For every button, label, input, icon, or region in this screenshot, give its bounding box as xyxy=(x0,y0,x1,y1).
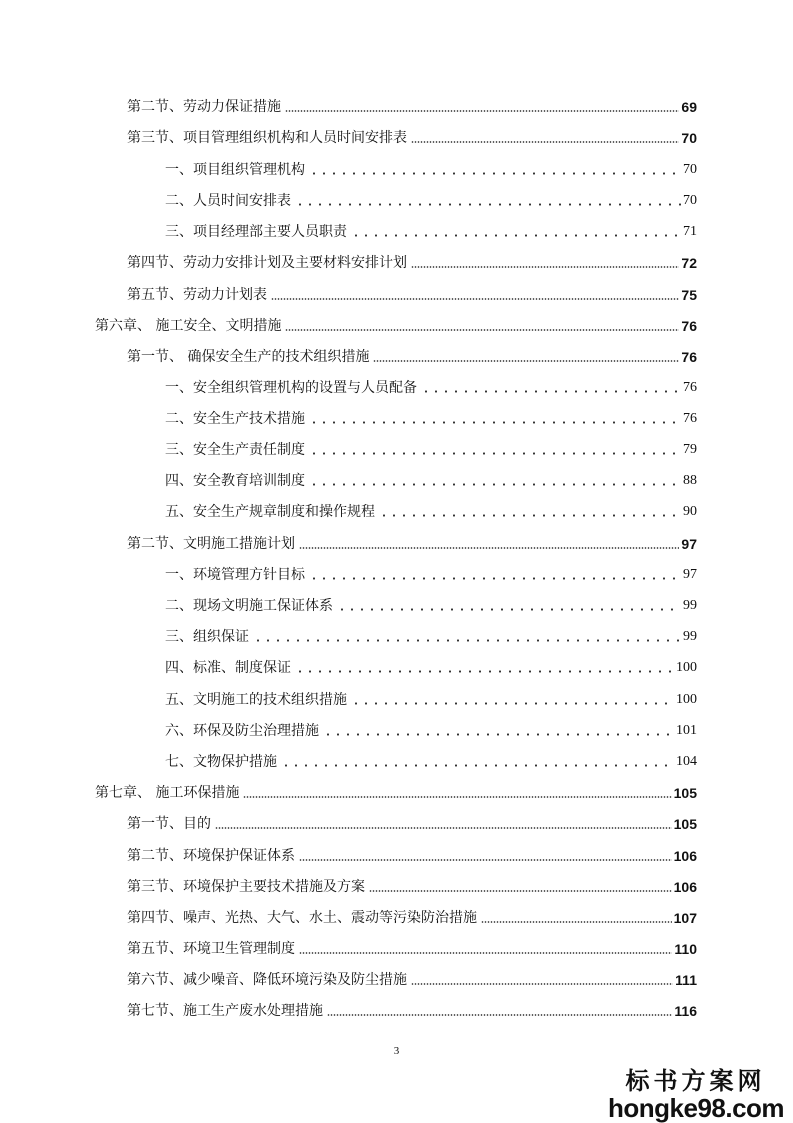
dot-leader xyxy=(351,233,681,238)
toc-entry-page: 70 xyxy=(683,162,697,177)
toc-entry-title: 三、组织保证 xyxy=(165,629,249,645)
toc-entry-page: 100 xyxy=(676,660,697,675)
toc-entry-page: 72 xyxy=(681,255,697,271)
toc-entry-title: 五、安全生产规章制度和操作规程 xyxy=(165,504,375,520)
dot-leader xyxy=(299,546,679,550)
toc-entry[interactable] xyxy=(127,905,697,927)
toc-entry-page: 100 xyxy=(676,692,697,707)
toc-entry-title: 第二节、劳动力保证措施 xyxy=(127,99,281,115)
dot-leader xyxy=(243,795,671,799)
dot-leader xyxy=(411,140,679,144)
dot-leader xyxy=(309,420,681,425)
toc-entry[interactable] xyxy=(127,282,697,304)
toc-entry-title: 第七节、施工生产废水处理措施 xyxy=(127,1003,323,1019)
dot-leader xyxy=(299,858,672,862)
toc-entry-title: 第一节、 确保安全生产的技术组织措施 xyxy=(127,349,370,365)
toc-entry[interactable] xyxy=(165,718,697,740)
dot-leader xyxy=(411,982,673,986)
toc-entry-page: 97 xyxy=(683,567,697,582)
toc-entry[interactable] xyxy=(165,624,697,646)
toc-entry[interactable] xyxy=(127,250,697,272)
toc-entry[interactable] xyxy=(165,499,697,521)
toc-entry-title: 七、文物保护措施 xyxy=(165,754,277,770)
toc-entry-title: 一、项目组织管理机构 xyxy=(165,162,305,178)
toc-entry-title: 五、文明施工的技术组织措施 xyxy=(165,692,347,708)
toc-entry-page: 106 xyxy=(673,848,697,864)
watermark-site: hongke98.com xyxy=(608,1093,785,1123)
toc-entry-page: 101 xyxy=(676,723,697,738)
dot-leader xyxy=(309,576,681,581)
toc-entry[interactable] xyxy=(95,780,697,802)
dot-leader xyxy=(215,826,672,830)
toc-entry-title: 二、现场文明施工保证体系 xyxy=(165,598,333,614)
dot-leader xyxy=(373,359,679,363)
toc-entry-page: 75 xyxy=(681,287,697,303)
toc-entry-page: 99 xyxy=(683,629,697,644)
dot-leader xyxy=(309,482,681,487)
toc-entry[interactable] xyxy=(127,125,697,147)
toc-entry[interactable] xyxy=(165,468,697,490)
toc-entry-page: 111 xyxy=(675,972,697,988)
toc-entry-page: 79 xyxy=(683,442,697,457)
toc-entry-page: 90 xyxy=(683,504,697,519)
dot-leader xyxy=(285,328,679,332)
dot-leader xyxy=(337,607,681,612)
toc-entry-page: 76 xyxy=(681,349,697,365)
toc-entry-title: 第四节、劳动力安排计划及主要材料安排计划 xyxy=(127,255,407,271)
toc-entry-title: 三、安全生产责任制度 xyxy=(165,442,305,458)
toc-entry-title: 六、环保及防尘治理措施 xyxy=(165,723,319,739)
dot-leader xyxy=(253,638,681,643)
dot-leader xyxy=(295,202,681,207)
toc-entry-title: 第五节、环境卫生管理制度 xyxy=(127,941,295,957)
toc-entry-title: 第二节、文明施工措施计划 xyxy=(127,536,295,552)
toc-entry-page: 107 xyxy=(673,910,697,926)
toc-entry[interactable] xyxy=(127,811,697,833)
toc-entry[interactable] xyxy=(127,967,697,989)
toc-entry-page: 70 xyxy=(681,130,697,146)
toc-entry-page: 76 xyxy=(683,411,697,426)
toc-entry-title: 一、环境管理方针目标 xyxy=(165,567,305,583)
toc-entry-page: 70 xyxy=(683,193,697,208)
toc-entry[interactable] xyxy=(165,749,697,771)
toc-entry[interactable] xyxy=(165,188,697,210)
toc-entry[interactable] xyxy=(165,562,697,584)
toc-entry-title: 第六章、 施工安全、文明措施 xyxy=(95,318,282,334)
toc-entry-page: 97 xyxy=(681,536,697,552)
watermark-title: 标书方案网 xyxy=(625,1066,766,1095)
dot-leader xyxy=(281,763,674,768)
dot-leader xyxy=(369,889,672,893)
toc-entry[interactable] xyxy=(127,998,697,1020)
toc-entry-title: 第三节、项目管理组织机构和人员时间安排表 xyxy=(127,130,407,146)
toc-entry[interactable] xyxy=(127,344,697,366)
toc-entry-page: 76 xyxy=(683,380,697,395)
toc-entry-page: 105 xyxy=(673,816,697,832)
toc-entry[interactable] xyxy=(127,936,697,958)
toc-entry[interactable] xyxy=(165,655,697,677)
toc-entry-page: 69 xyxy=(681,99,697,115)
dot-leader xyxy=(309,451,681,456)
toc-entry-page: 105 xyxy=(673,785,697,801)
toc-entry[interactable] xyxy=(127,531,697,553)
toc-entry-title: 四、安全教育培训制度 xyxy=(165,473,305,489)
dot-leader xyxy=(323,732,674,737)
dot-leader xyxy=(309,171,681,176)
dot-leader xyxy=(379,513,681,518)
toc-entry-title: 第二节、环境保护保证体系 xyxy=(127,848,295,864)
dot-leader xyxy=(285,109,679,113)
toc-entry[interactable] xyxy=(127,94,697,116)
toc-entry-page: 71 xyxy=(683,224,697,239)
dot-leader xyxy=(299,951,672,955)
toc-entry-page: 76 xyxy=(681,318,697,334)
toc-entry-page: 110 xyxy=(674,941,697,957)
toc-entry-title: 第五节、劳动力计划表 xyxy=(127,287,267,303)
watermark xyxy=(608,1068,783,1122)
toc-entry-page: 116 xyxy=(674,1003,697,1019)
toc-entry-page: 106 xyxy=(673,879,697,895)
page-number: 3 xyxy=(393,1045,400,1057)
toc-entry-title: 二、安全生产技术措施 xyxy=(165,411,305,427)
toc-entry-title: 第六节、减少噪音、降低环境污染及防尘措施 xyxy=(127,972,407,988)
dot-leader xyxy=(421,389,681,394)
toc-entry[interactable] xyxy=(127,843,697,865)
toc-entry-title: 第三节、环境保护主要技术措施及方案 xyxy=(127,879,365,895)
toc-entry[interactable] xyxy=(95,313,697,335)
toc-entry-page: 104 xyxy=(676,754,697,769)
dot-leader xyxy=(351,701,674,706)
toc-entry[interactable] xyxy=(165,157,697,179)
toc-entry-title: 四、标准、制度保证 xyxy=(165,660,291,676)
toc-entry[interactable] xyxy=(165,437,697,459)
toc-entry-title: 第四节、噪声、光热、大气、水土、震动等污染防治措施 xyxy=(127,910,477,926)
toc-entry[interactable] xyxy=(165,687,697,709)
toc-entry[interactable] xyxy=(165,406,697,428)
dot-leader xyxy=(411,265,679,269)
toc-entry[interactable] xyxy=(127,874,697,896)
dot-leader xyxy=(481,920,672,924)
dot-leader xyxy=(271,297,679,301)
toc-entry-title: 三、项目经理部主要人员职责 xyxy=(165,224,347,240)
toc-entry-title: 第七章、 施工环保措施 xyxy=(95,785,240,801)
dot-leader xyxy=(295,669,674,674)
toc-entry[interactable] xyxy=(165,219,697,241)
toc-entry-page: 88 xyxy=(683,473,697,488)
toc-entry[interactable] xyxy=(165,593,697,615)
dot-leader xyxy=(327,1013,672,1017)
toc-entry-title: 一、安全组织管理机构的设置与人员配备 xyxy=(165,380,417,396)
toc-entry-title: 二、人员时间安排表 xyxy=(165,193,291,209)
toc-entry-page: 99 xyxy=(683,598,697,613)
toc-entry[interactable] xyxy=(165,375,697,397)
toc-entry-title: 第一节、目的 xyxy=(127,816,211,832)
